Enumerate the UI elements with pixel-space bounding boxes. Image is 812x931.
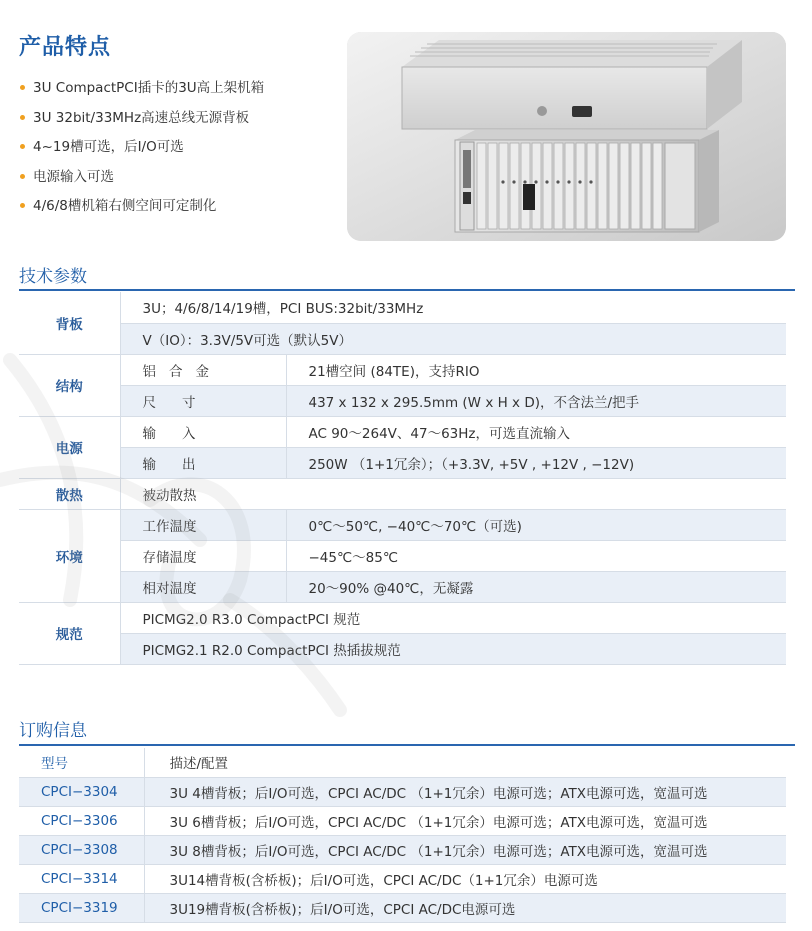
table-row [19, 540, 786, 571]
spec-value: PICMG2.0 R3.0 CompactPCI 规范 [120, 602, 786, 633]
spec-category: 结构 [19, 354, 120, 416]
spec-value: −45℃～85℃ [286, 540, 786, 571]
bullet-icon [20, 115, 25, 120]
table-row [19, 323, 786, 354]
order-title: 订购信息 [19, 721, 87, 741]
column-header-desc: 描述/配置 [144, 748, 786, 777]
features-title: 产品特点 [19, 35, 112, 60]
spec-category: 背板 [19, 292, 120, 354]
table-row [19, 777, 786, 806]
spec-value: PICMG2.1 R2.0 CompactPCI 热插拔规范 [120, 633, 786, 664]
bullet-icon [20, 144, 25, 149]
table-row [19, 835, 786, 864]
table-row [19, 571, 786, 602]
spec-category: 规范 [19, 602, 120, 664]
spec-value: 0℃～50℃, −40℃～70℃（可选) [286, 509, 786, 540]
spec-label: 工作温度 [120, 509, 286, 540]
table-row [19, 292, 786, 323]
spec-category: 散热 [19, 478, 120, 509]
spec-value: 21槽空间 (84TE)，支持RIO [286, 354, 786, 385]
chassis-image [347, 32, 786, 241]
feature-item: 电源输入可选 [20, 167, 264, 197]
feature-list [20, 78, 264, 226]
bullet-icon [20, 174, 25, 179]
spec-label: 存储温度 [120, 540, 286, 571]
order-model: CPCI−3308 [19, 835, 144, 864]
spec-value: 250W （1+1冗余）；（+3.3V, +5V , +12V , −12V) [286, 447, 786, 478]
order-model: CPCI−3319 [19, 893, 144, 922]
spec-value: 437 x 132 x 295.5mm (W x H x D)，不含法兰/把手 [286, 385, 786, 416]
spec-category: 电源 [19, 416, 120, 478]
order-desc: 3U 6槽背板；后I/O可选，CPCI AC/DC （1+1冗余）电源可选；ATX电源可选，宽温可选 [144, 806, 786, 835]
spec-value: 被动散热 [120, 478, 786, 509]
spec-value: AC 90～264V、47～63Hz，可选直流输入 [286, 416, 786, 447]
spec-label: 铝合金 [120, 354, 286, 385]
spec-category: 环境 [19, 509, 120, 602]
order-divider [19, 744, 795, 746]
table-row [19, 509, 786, 540]
table-row [19, 806, 786, 835]
table-header-row [19, 748, 786, 777]
column-header-model: 型号 [19, 748, 144, 777]
product-photo [347, 32, 786, 241]
table-row [19, 354, 786, 385]
table-row [19, 633, 786, 664]
order-desc: 3U 8槽背板；后I/O可选，CPCI AC/DC （1+1冗余）电源可选；ATX电源可选，宽温可选 [144, 835, 786, 864]
feature-item: 4~19槽可选，后I/O可选 [20, 137, 264, 167]
table-row [19, 447, 786, 478]
table-row [19, 602, 786, 633]
order-model: CPCI−3304 [19, 777, 144, 806]
order-desc: 3U 4槽背板；后I/O可选，CPCI AC/DC （1+1冗余）电源可选；ATX电源可选，宽温可选 [144, 777, 786, 806]
spec-label: 相对温度 [120, 571, 286, 602]
order-model: CPCI−3306 [19, 806, 144, 835]
bullet-icon [20, 203, 25, 208]
spec-label: 输入 [120, 416, 286, 447]
table-row [19, 478, 786, 509]
table-row [19, 416, 786, 447]
spec-label: 尺寸 [120, 385, 286, 416]
order-table [19, 748, 786, 923]
table-row [19, 864, 786, 893]
spec-table [19, 292, 786, 665]
specs-title: 技术参数 [19, 267, 87, 287]
feature-item: 3U 32bit/33MHz高速总线无源背板 [20, 108, 264, 138]
order-model: CPCI−3314 [19, 864, 144, 893]
specs-divider [19, 289, 795, 291]
bullet-icon [20, 85, 25, 90]
table-row [19, 893, 786, 922]
spec-value: 20～90% @40℃，无凝露 [286, 571, 786, 602]
order-desc: 3U14槽背板(含桥板)；后I/O可选，CPCI AC/DC（1+1冗余）电源可选 [144, 864, 786, 893]
spec-label: 输出 [120, 447, 286, 478]
feature-item: 4/6/8槽机箱右侧空间可定制化 [20, 196, 264, 226]
feature-item: 3U CompactPCI插卡的3U高上架机箱 [20, 78, 264, 108]
spec-value: 3U；4/6/8/14/19槽，PCI BUS:32bit/33MHz [120, 292, 786, 323]
order-desc: 3U19槽背板(含桥板)；后I/O可选，CPCI AC/DC电源可选 [144, 893, 786, 922]
spec-value: V（IO）：3.3V/5V可选（默认5V） [120, 323, 786, 354]
table-row [19, 385, 786, 416]
